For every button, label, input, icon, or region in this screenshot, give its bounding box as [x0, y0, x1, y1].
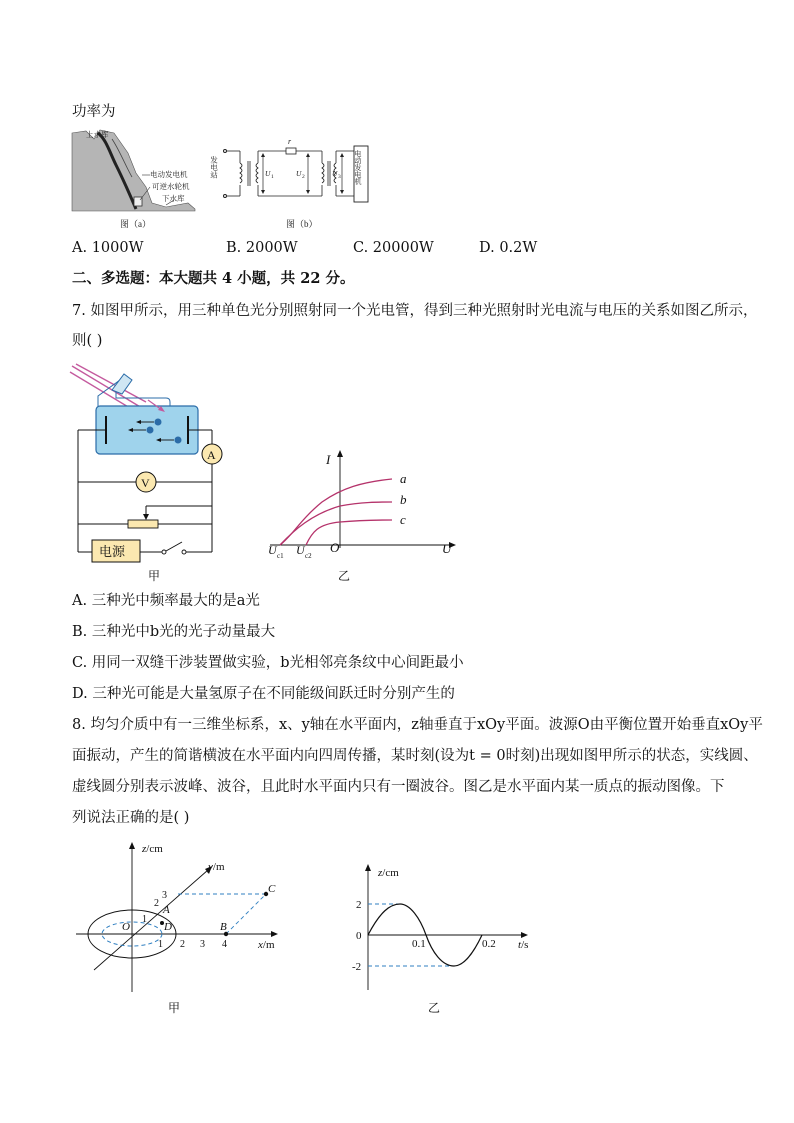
lower-reservoir-label: 下水库	[162, 194, 185, 203]
q7-stem-line1: 7. 如图甲所示，用三种单色光分别照射同一个光电管，得到三种光照射时光电流与电压的关系如图乙所示，	[72, 303, 758, 319]
svg-text:z/cm: z/cm	[378, 867, 399, 879]
q8-figure-yi-caption: 乙	[428, 1001, 441, 1015]
option-d: D. 0.2W	[479, 240, 538, 256]
svg-text:B: B	[220, 921, 227, 933]
svg-text:1: 1	[271, 174, 274, 180]
svg-text:c1: c1	[277, 552, 284, 560]
turbine-label: 可逆水轮机	[152, 182, 190, 191]
q8-figure-jia-caption: 甲	[168, 1001, 181, 1015]
svg-text:V: V	[141, 476, 150, 490]
figure-a-caption: 图（a）	[120, 219, 151, 229]
svg-text:0.2: 0.2	[482, 938, 496, 950]
q8-stem-line2: 面振动，产生的简谐横波在水平面内向四周传播，某时刻(设为t = 0时刻)出现如图甲所示的状态，实线圆、	[72, 748, 758, 764]
svg-text:a: a	[400, 471, 407, 486]
section-heading: 二、多选题：本大题共 4 小题，共 22 分。	[72, 270, 355, 287]
svg-text:I: I	[326, 452, 331, 467]
svg-text:2: 2	[180, 939, 185, 950]
svg-text:r: r	[288, 137, 292, 146]
svg-text:电动发电机: 电动发电机	[354, 150, 362, 185]
q7-stem-line2: 则( )	[72, 333, 103, 349]
generator-label-a: 电动发电机	[150, 170, 188, 179]
figure-b-caption: 图（b）	[286, 219, 318, 229]
q8-figure-yi-vibration	[336, 860, 536, 1022]
q8-figure-jia-3d-wave	[70, 836, 290, 1022]
svg-text:0: 0	[356, 930, 362, 942]
svg-text:电源: 电源	[99, 544, 126, 559]
figure-yi-caption: 乙	[338, 569, 351, 583]
svg-text:c2: c2	[305, 552, 312, 560]
q7-option-c: C. 用同一双缝干涉装置做实验，b光相邻亮条纹中心间距最小	[72, 655, 464, 671]
svg-text:0.1: 0.1	[412, 938, 426, 950]
q7-figure-yi-iu-graph	[262, 448, 462, 586]
svg-text:C: C	[268, 883, 276, 895]
svg-text:2: 2	[302, 174, 305, 180]
q7-figure-jia-circuit	[62, 358, 232, 586]
svg-text:b: b	[400, 492, 407, 507]
svg-text:c: c	[400, 512, 406, 527]
turbine-box	[134, 197, 142, 206]
station-label: 发电站	[209, 156, 219, 179]
svg-text:2: 2	[356, 899, 362, 911]
q8-stem-line3: 虚线圆分别表示波峰、波谷，且此时水平面内只有一圈波谷。图乙是水平面内某一质点的振动图像。下	[72, 779, 725, 795]
svg-text:A: A	[163, 904, 170, 916]
svg-text:t/s: t/s	[518, 939, 529, 951]
question-tail: 功率为	[72, 104, 116, 120]
svg-text:O: O	[122, 921, 130, 933]
svg-text:O: O	[330, 540, 340, 555]
svg-text:U: U	[332, 169, 338, 178]
figure-jia-caption: 甲	[148, 569, 161, 583]
svg-text:2: 2	[154, 898, 159, 909]
svg-text:U: U	[296, 543, 305, 557]
svg-text:3: 3	[162, 890, 167, 901]
option-a: A. 1000W	[72, 240, 144, 256]
svg-text:3: 3	[338, 174, 341, 180]
q8-stem-line1: 8. 均匀介质中有一三维坐标系，x、y轴在水平面内，z轴垂直于xOy平面。波源O由平衡位置开始垂直xOy平	[72, 717, 763, 733]
svg-text:x/m: x/m	[258, 939, 275, 951]
resistor-r	[286, 148, 296, 154]
curve-c	[306, 520, 392, 545]
figure-b-transmission	[208, 134, 378, 230]
svg-text:U: U	[442, 541, 452, 556]
option-c: C. 20000W	[353, 240, 434, 256]
svg-text:D: D	[164, 921, 172, 933]
svg-text:y/m: y/m	[208, 861, 225, 873]
figure-a-pumped-storage	[70, 125, 200, 230]
svg-text:1: 1	[158, 939, 163, 950]
svg-text:-2: -2	[352, 961, 362, 973]
svg-text:U: U	[265, 169, 271, 178]
svg-text:U: U	[296, 169, 302, 178]
svg-text:A: A	[207, 448, 216, 462]
q7-option-d: D. 三种光可能是大量氢原子在不同能级间跃迁时分别产生的	[72, 686, 455, 702]
rheostat	[128, 520, 158, 528]
svg-text:3: 3	[200, 939, 205, 950]
svg-text:z/cm: z/cm	[142, 843, 163, 855]
q7-option-b: B. 三种光中b光的光子动量最大	[72, 624, 276, 640]
q8-stem-line4: 列说法正确的是( )	[72, 810, 190, 826]
upper-reservoir-label: 上水库	[86, 130, 109, 139]
option-b: B. 2000W	[226, 240, 298, 256]
q7-option-a: A. 三种光中频率最大的是a光	[72, 593, 260, 609]
svg-text:U: U	[268, 543, 277, 557]
svg-text:4: 4	[222, 939, 227, 950]
curve-a	[280, 479, 392, 545]
svg-text:1: 1	[142, 914, 147, 925]
switch	[166, 542, 182, 551]
curve-b	[280, 502, 392, 545]
